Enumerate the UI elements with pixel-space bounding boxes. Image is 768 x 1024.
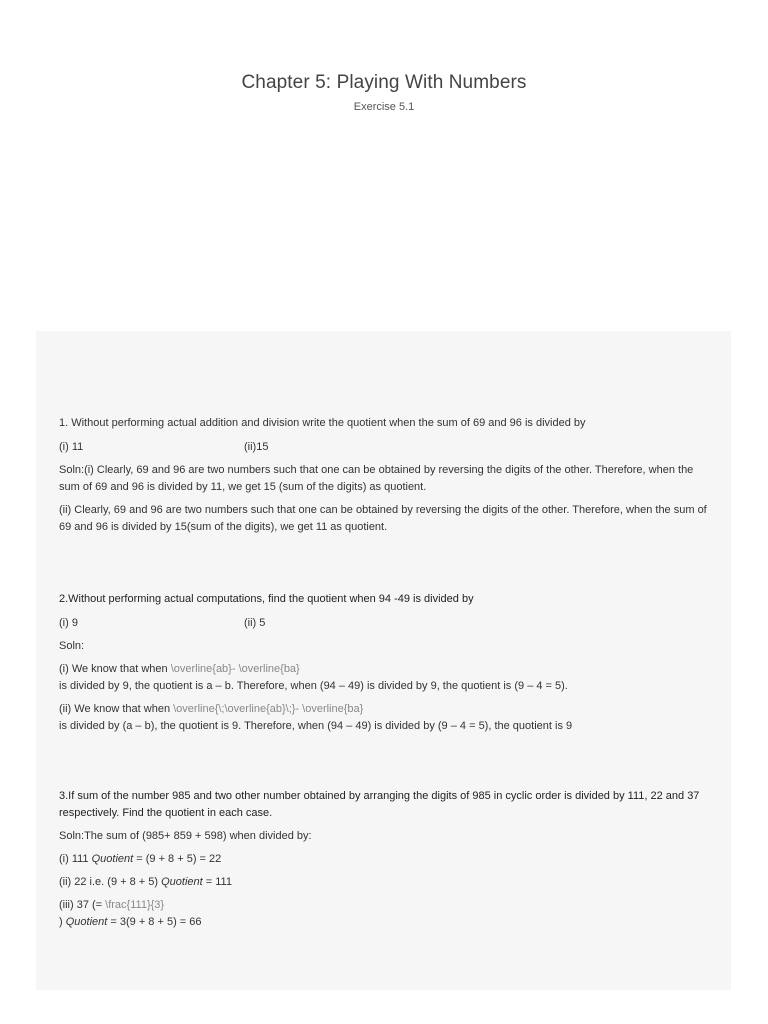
content-panel xyxy=(36,331,731,990)
q2-part-ii xyxy=(59,701,709,735)
q3-part-iii-rest: = 3(9 + 8 + 5) = 66 xyxy=(107,916,202,928)
q3-part-iii-line2-prefix: ) xyxy=(59,916,66,928)
page-title: Chapter 5: Playing With Numbers xyxy=(241,72,527,93)
q3-quotient-label: Quotient xyxy=(161,876,203,888)
q2-soln-label: Soln: xyxy=(59,640,85,652)
q3-part-iii-prefix: (iii) 37 (= xyxy=(59,899,106,911)
question-2: 2.Without performing actual computations, find the quotient when 94 -49 is divided by xyxy=(59,593,474,605)
q2-part-i-prefix: (i) We know that when xyxy=(59,663,171,675)
question-2-options xyxy=(59,615,709,632)
question-1: 1. Without performing actual addition and division write the quotient when the sum of 69 and 96 is divided by xyxy=(59,417,586,429)
q3-part-iii-formula: \frac{111}{3} xyxy=(105,899,165,911)
exercise-content xyxy=(59,415,709,931)
q1-option-i: (i) 11 xyxy=(59,441,84,453)
q2-part-ii-formula: \overline{\;\overline{ab}\;}- \overline{ba} xyxy=(173,703,364,715)
q3-quotient-label: Quotient xyxy=(65,916,108,928)
q1-solution-ii: (ii) Clearly, 69 and 96 are two numbers such that one can be obtained by reversing the digits of the other. Therefore, when the sum of 69 and 96 is divided by 15(sum of the digits), we get 11 as quotient. xyxy=(59,504,707,533)
q3-part-i xyxy=(59,851,709,868)
q3-part-iii xyxy=(59,897,709,931)
q2-part-ii-rest: is divided by (a – b), the quotient is 9. Therefore, when (94 – 49) is divided by (9 – 4 = 5), the quotient is 9 xyxy=(59,720,573,732)
q1-option-ii: (ii)15 xyxy=(244,441,269,453)
q1-solution-i: Soln:(i) Clearly, 69 and 96 are two numbers such that one can be obtained by reversing the digits of the other. Therefore, when the sum of 69 and 96 is divided by 11, we get 15 (sum of the digits) as quotient. xyxy=(59,464,694,493)
q3-quotient-label: Quotient xyxy=(91,853,134,865)
q2-option-i: (i) 9 xyxy=(59,617,78,629)
q3-part-i-rest: = (9 + 8 + 5) = 22 xyxy=(133,853,222,865)
q2-option-ii: (ii) 5 xyxy=(244,617,266,629)
q3-part-i-prefix: (i) 111 xyxy=(59,853,92,865)
page-subtitle: Exercise 5.1 xyxy=(353,101,415,113)
q3-part-ii xyxy=(59,874,709,891)
q3-soln: Soln:The sum of (985+ 859 + 598) when divided by: xyxy=(59,830,312,842)
question-3: 3.If sum of the number 985 and two other number obtained by arranging the digits of 985 in cyclic order is divided by 111, 22 and 37 respectively. Find the quotient in each case. xyxy=(59,790,700,819)
q3-part-ii-rest: = 111 xyxy=(202,876,232,888)
q3-part-ii-prefix: (ii) 22 i.e. (9 + 8 + 5) xyxy=(59,876,162,888)
q2-part-i xyxy=(59,661,709,695)
q2-part-ii-prefix: (ii) We know that when xyxy=(59,703,174,715)
question-1-options xyxy=(59,439,709,456)
q2-part-i-formula: \overline{ab}- \overline{ba} xyxy=(170,663,300,675)
page-header xyxy=(0,72,768,113)
q2-part-i-rest: is divided by 9, the quotient is a – b. Therefore, when (94 – 49) is divided by 9, the quotient is (9 – 4 = 5). xyxy=(59,680,568,692)
